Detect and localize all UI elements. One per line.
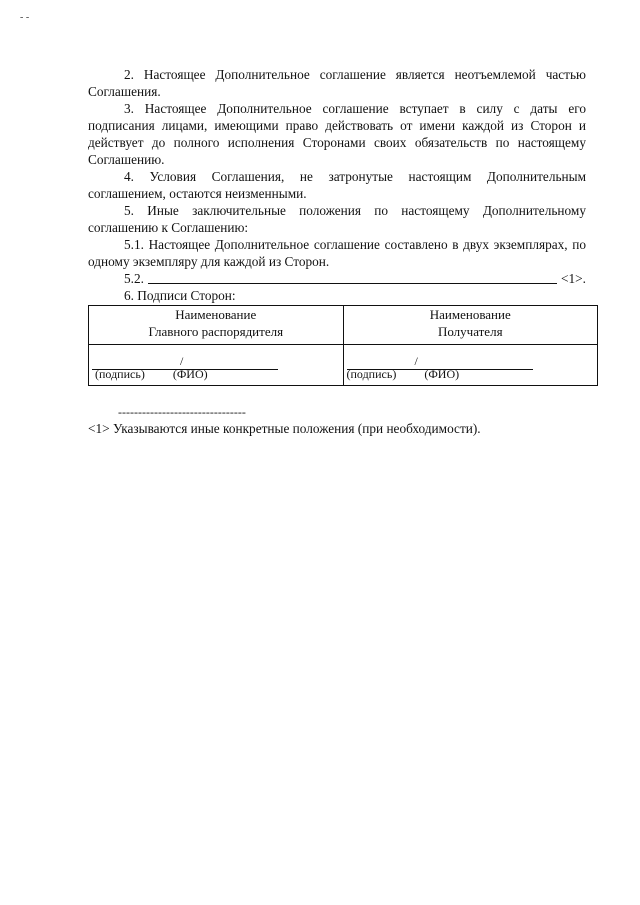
left-signature-cell [89, 345, 344, 386]
signatures-table [88, 305, 598, 386]
signatures-sign-row [89, 345, 598, 386]
right-header-line2: Получателя [437, 324, 503, 339]
paragraph-5-2-label: 5.2. [124, 271, 144, 286]
right-signature-slash: / [414, 354, 418, 368]
signatures-header-row [89, 306, 598, 345]
paragraph-5: 5. Иные заключительные положения по настоящему Дополнительному соглашению к Соглашению: [88, 203, 586, 235]
paragraph-2: 2. Настоящее Дополнительное соглашение является неотъемлемой частью Соглашения. [88, 67, 586, 99]
right-header-line1: Наименование [429, 307, 511, 322]
right-signature-labels [347, 366, 460, 383]
right-name-label: (ФИО) [424, 367, 460, 381]
paragraph-4: 4. Условия Соглашения, не затронутые настоящим Дополнительным соглашением, остаются неизменными. [88, 169, 586, 201]
left-header-line1: Наименование [175, 307, 257, 322]
left-party-header [89, 306, 344, 345]
paragraph-5-2-footnote-ref: <1>. [561, 271, 586, 286]
left-signature-label: (подпись) [95, 367, 145, 381]
left-signature-labels [95, 366, 208, 383]
paragraph-3: 3. Настоящее Дополнительное соглашение вступает в силу с даты его подписания лицами, имеющими право действовать от имени каждой из Сторон и действует до полного исполнения Сторонами своих обязательств по настоящему Соглашению. [88, 101, 586, 167]
paragraph-5-2 [88, 270, 586, 287]
agreement-body [88, 66, 586, 304]
paragraph-5-1: 5.1. Настоящее Дополнительное соглашение составлено в двух экземплярах, по одному экземпляру для каждой из Сторон. [88, 237, 586, 269]
paragraph-6: 6. Подписи Сторон: [124, 288, 236, 303]
right-signature-label: (подпись) [346, 367, 397, 381]
right-party-header [343, 306, 598, 345]
left-header-line2: Главного распорядителя [148, 324, 284, 339]
right-signature-cell [343, 345, 598, 386]
left-signature-slash: / [180, 354, 184, 368]
footnote-text: <1> Указываются иные конкретные положения (при необходимости). [88, 421, 481, 436]
left-name-label: (ФИО) [172, 367, 208, 381]
scan-corner-mark: - - [20, 12, 30, 23]
paragraph-5-2-blank-line [148, 270, 557, 284]
footnote-separator: -------------------------------- [118, 405, 246, 419]
